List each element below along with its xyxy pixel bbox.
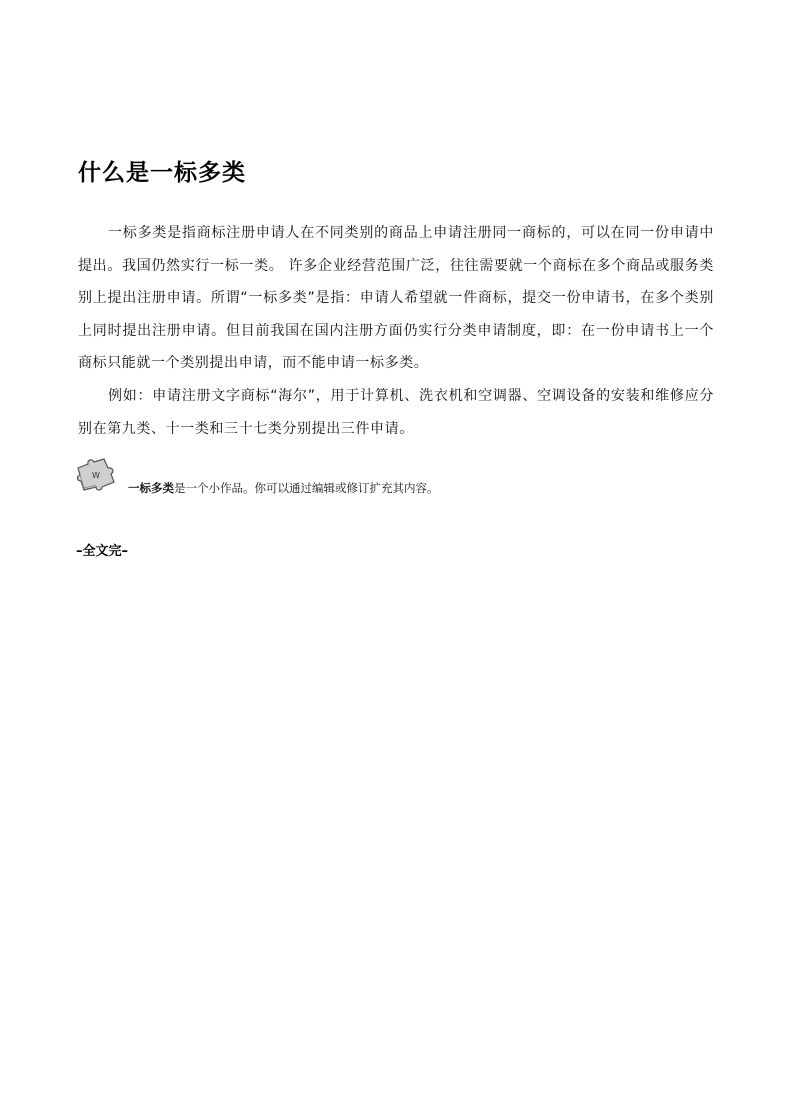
stub-subject: 一标多类 xyxy=(128,481,174,495)
paragraph-definition: 一标多类是指商标注册申请人在不同类别的商品上申请注册同一商标的，可以在同一份申请中提出。我国仍然实行一标一类。 许多企业经营范围广泛，往往需要就一个商标在多个商品或服务类别上提出注册申请。所谓“一标多类”是指：申请人希望就一件商标，提交一份申请书，在多个类别上同时提出注册申请。但目前我国在国内注册方面仍实行分类申请制度，即：在一份申请书上一个商标只能就一个类别提出申请，而不能申请一标多类。 xyxy=(78,225,714,371)
stub-notice xyxy=(74,456,574,502)
puzzle-piece-icon xyxy=(74,456,120,492)
page-title: 什么是一标多类 xyxy=(78,160,246,186)
puzzle-letter: W xyxy=(92,471,100,480)
paragraph-example: 例如：申请注册文字商标“海尔”，用于计算机、洗衣机和空调器、空调设备的安装和维修应分别在第九类、十一类和三十七类分别提出三件申请。 xyxy=(78,388,714,437)
stub-message: 是一个小作品。你可以通过编辑或修订扩充其内容。 xyxy=(174,481,439,495)
end-marker: –全文完– xyxy=(76,544,129,559)
stub-text xyxy=(128,480,439,496)
